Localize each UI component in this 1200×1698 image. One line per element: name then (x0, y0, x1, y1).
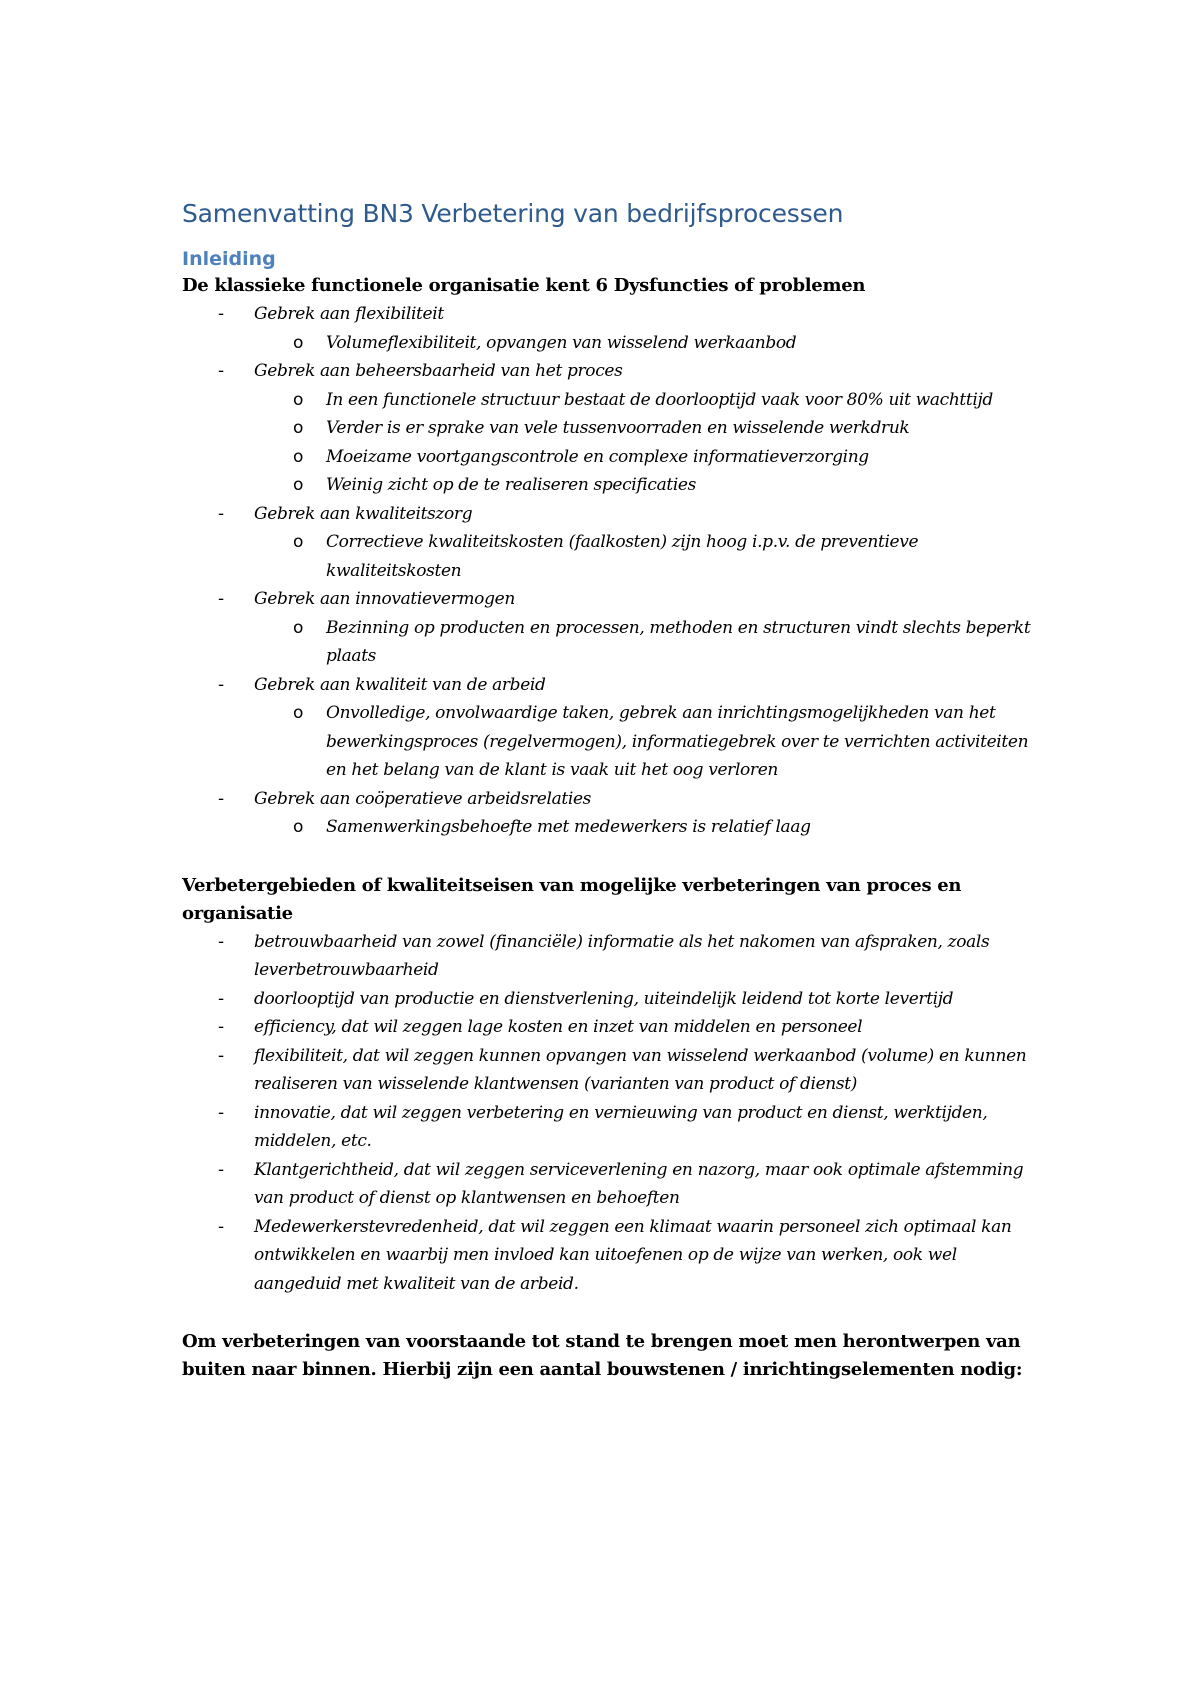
verbetergebied-item (182, 1013, 1042, 1042)
sub-item-text: Weinig zicht op de te realiseren specificaties (326, 475, 697, 495)
verbetergebied-text: flexibiliteit, dat wil zeggen kunnen opvangen van wisselend werkaanbod (volume) en kunnen realiseren van wisselende klantwensen (varianten van product of dienst) (254, 1045, 1027, 1094)
circle-bullet: o (293, 332, 304, 353)
subheading-inleiding: Inleiding (182, 248, 276, 270)
dysfunctie-item (182, 300, 1042, 357)
sub-list (254, 614, 1042, 671)
verbetergebied-text: doorlooptijd van productie en dienstverlening, uiteindelijk leidend tot korte levertijd (254, 988, 954, 1009)
dysfunctie-item (182, 785, 1042, 842)
dash-bullet: - (218, 1102, 224, 1123)
dash-bullet: - (218, 1216, 224, 1237)
sub-list (254, 329, 1042, 358)
dash-bullet: - (218, 503, 224, 524)
sub-item (182, 443, 1042, 472)
sub-list (254, 528, 1042, 585)
circle-bullet: o (293, 446, 304, 467)
section-heading-bouwstenen: Om verbeteringen van voorstaande tot stand te brengen moet men herontwerpen van buiten naar binnen. Hierbij zijn een aantal bouwstenen / inrichtingselementen nodig: (182, 1331, 1023, 1380)
sub-item (182, 813, 1042, 842)
dash-bullet: - (218, 1159, 224, 1180)
dysfunctie-text: Gebrek aan kwaliteitszorg (254, 503, 473, 524)
dash-bullet: - (218, 1045, 224, 1066)
verbetergebied-item (182, 985, 1042, 1014)
sub-item-text: Samenwerkingsbehoefte met medewerkers is relatief laag (326, 817, 811, 837)
verbetergebied-item (182, 1099, 1042, 1156)
spacer (182, 1298, 1042, 1328)
sub-item-text: Correctieve kwaliteitskosten (faalkosten) zijn hoog i.p.v. de preventieve kwaliteitskosten (326, 532, 919, 581)
dash-bullet: - (218, 589, 224, 609)
sub-item (182, 386, 1042, 415)
sub-item (182, 614, 1042, 671)
sub-item-text: Onvolledige, onvolwaardige taken, gebrek aan inrichtingsmogelijkheden van het bewerkingsproces (regelvermogen), informatiegebrek over te verrichten activiteiten en het belang van de klant is vaak uit het oog verloren (326, 703, 1029, 780)
spacer (182, 842, 1042, 872)
verbetergebied-text: efficiency, dat wil zeggen lage kosten en inzet van middelen en personeel (254, 1017, 863, 1037)
verbetergebied-item (182, 1156, 1042, 1213)
dysfunctie-text: Gebrek aan beheersbaarheid van het proces (254, 361, 623, 381)
dysfunctie-item (182, 500, 1042, 586)
verbetergebieden-list (182, 928, 1042, 1299)
verbetergebied-item (182, 1213, 1042, 1299)
dash-bullet: - (218, 361, 224, 381)
dysfunctie-text: Gebrek aan coöperatieve arbeidsrelaties (254, 788, 592, 809)
dysfunctie-item (182, 585, 1042, 671)
dysfunctie-item (182, 357, 1042, 500)
circle-bullet: o (293, 475, 304, 495)
sub-list (254, 699, 1042, 785)
verbetergebied-item (182, 1042, 1042, 1099)
verbetergebied-item (182, 928, 1042, 985)
sub-item-text: Moeizame voortgangscontrole en complexe informatieverzorging (326, 446, 869, 467)
dash-bullet: - (218, 1017, 224, 1037)
dysfunctie-text: Gebrek aan flexibiliteit (254, 304, 444, 324)
dysfunctie-text: Gebrek aan innovatievermogen (254, 589, 515, 609)
dash-bullet: - (218, 988, 224, 1009)
document-body (182, 196, 1042, 1384)
sub-item (182, 471, 1042, 500)
section-heading-dysfuncties: De klassieke functionele organisatie kent 6 Dysfuncties of problemen (182, 275, 866, 296)
verbetergebied-text: betrouwbaarheid van zowel (financiële) informatie als het nakomen van afspraken, zoals leverbetrouwbaarheid (254, 931, 990, 980)
sub-item-text: In een functionele structuur bestaat de doorlooptijd vaak voor 80% uit wachttijd (326, 389, 993, 410)
dash-bullet: - (218, 931, 224, 952)
sub-item (182, 528, 1042, 585)
dysfuncties-list (182, 300, 1042, 842)
circle-bullet: o (293, 418, 304, 438)
dysfunctie-text: Gebrek aan kwaliteit van de arbeid (254, 674, 546, 695)
document-title: Samenvatting BN3 Verbetering van bedrijfsprocessen (182, 199, 844, 228)
verbetergebied-text: innovatie, dat wil zeggen verbetering en vernieuwing van product en dienst, werktijden, middelen, etc. (254, 1102, 988, 1151)
dash-bullet: - (218, 674, 224, 695)
sub-list (254, 386, 1042, 500)
circle-bullet: o (293, 703, 304, 723)
sub-item-text: Bezinning op producten en processen, methoden en structuren vindt slechts beperkt plaats (326, 617, 1031, 666)
sub-item (182, 414, 1042, 443)
sub-list (254, 813, 1042, 842)
dash-bullet: - (218, 788, 224, 809)
verbetergebied-text: Klantgerichtheid, dat wil zeggen serviceverlening en nazorg, maar ook optimale afstemming van product of dienst op klantwensen en behoeften (254, 1159, 1024, 1208)
sub-item (182, 699, 1042, 785)
circle-bullet: o (293, 389, 304, 410)
verbetergebied-text: Medewerkerstevredenheid, dat wil zeggen een klimaat waarin personeel zich optimaal kan ontwikkelen en waarbij men invloed kan uitoefenen op de wijze van werken, ook wel aangeduid met kwaliteit van de arbeid. (254, 1216, 1012, 1294)
sub-item (182, 329, 1042, 358)
circle-bullet: o (293, 817, 304, 837)
sub-item-text: Volumeflexibiliteit, opvangen van wisselend werkaanbod (326, 332, 797, 353)
sub-item-text: Verder is er sprake van vele tussenvoorraden en wisselende werkdruk (326, 418, 910, 438)
circle-bullet: o (293, 532, 304, 552)
circle-bullet: o (293, 617, 304, 638)
section-heading-verbetergebieden: Verbetergebieden of kwaliteitseisen van mogelijke verbeteringen van proces en organisatie (182, 874, 962, 924)
dysfunctie-item (182, 671, 1042, 785)
dash-bullet: - (218, 304, 224, 324)
